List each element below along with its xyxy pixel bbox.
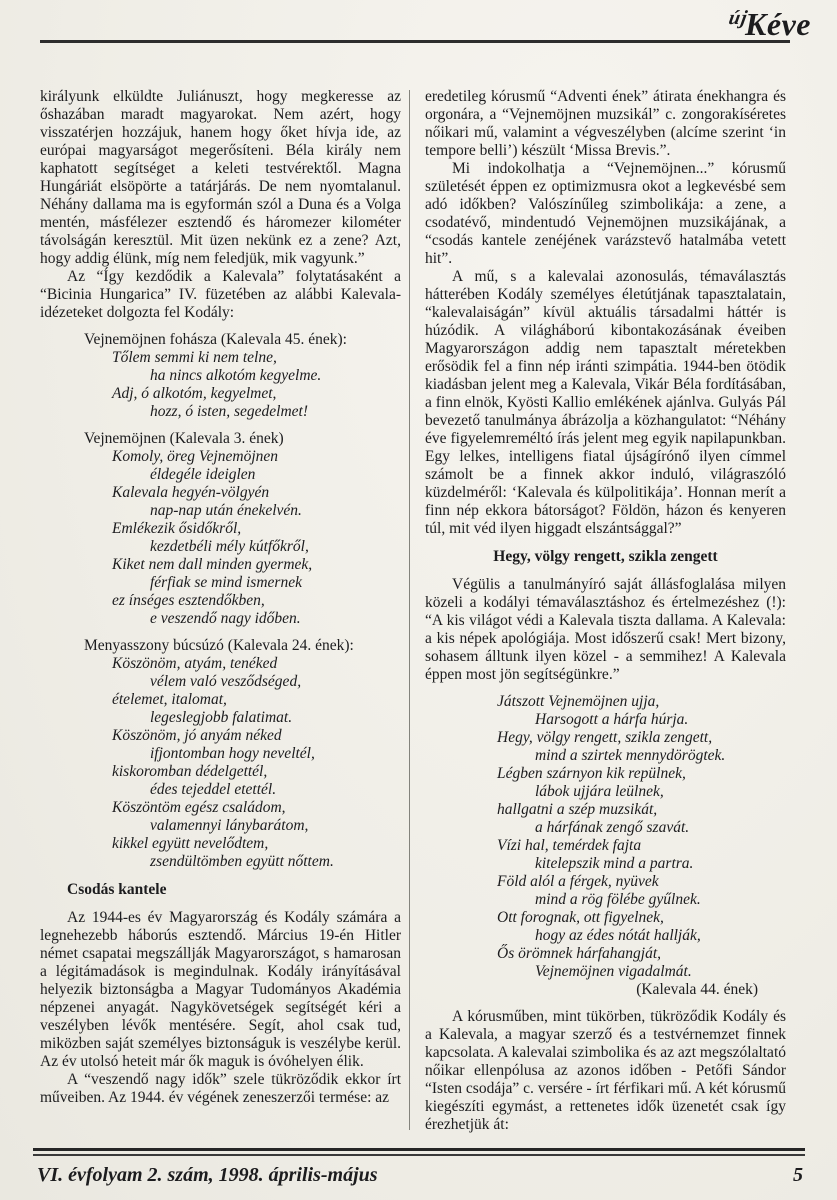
verse-line: Ős örömnek hárfahangját,: [497, 945, 662, 962]
verse-line: ez ínséges esztendőkben,: [112, 592, 265, 609]
paragraph: A mű, s a kalevalai azonosulás, témaválasztás hátterében Kodály személyes életútjának tapasztalatain, “kalevalaiságán” kívül aktuális társadalmi háttér is húzódik. A világháború kibontakozásának éveiben Magyarországon addig nem tapasztalt méretekben erősödik fel a finn nép iránti szimpátia. 1944-ben ötödik kiadásban jelent meg a Kalevala, Vikár Béla fordításában, a finn elnök, Kyösti Kallio emlékének ajánlva. Gulyás Pál bevezető tanulmánya ábrázolja a közhangulatot: “Néhány éve figyelemreméltó írás jelent meg egyik napilapunkban. Egy lelkes, intelligens fiatal újságírónő ilyen címmel számolt be a finnek akkor induló, világraszóló küzdelméről: ‘Kalevala és külpolitikája’. Honnan merít a finn nép ekkora bátorságot? Földön, házon és kenyeren túl, mit véd ilyen higgadt elszántsággal?”: [425, 268, 786, 537]
verse-line: a hárfának zengő szavát.: [535, 819, 690, 836]
verse-line: ifjontomban hogy neveltél,: [150, 745, 315, 762]
verse-line: férfiak se mind ismernek: [150, 574, 302, 591]
verse-title: Vejnemöjnen fohásza (Kalevala 45. ének):: [84, 331, 347, 348]
verse-line: Adj, ó alkotóm, kegyelmet,: [112, 385, 277, 402]
issue-info: VI. évfolyam 2. szám, 1998. április-május: [37, 1164, 378, 1186]
header-rule: [40, 40, 790, 43]
verse-line: hallgatni a szép muzsikát,: [497, 801, 658, 818]
verse-line: Kiket nem dall minden gyermek,: [112, 556, 313, 573]
section-heading: Hegy, völgy rengett, szikla zengett: [493, 548, 718, 565]
paragraph: Az 1944-es év Magyarország és Kodály számára a legnehezebb háborús esztendő. Március 19-én Hitler német csapatai megszállják Magyarországot, s hamarosan a légitámadások is megindulnak. Kodály irányításával helyezik biztonságba a Magyar Tudományos Akadémia népzenei anyagát. Nagykövetségek segítségét kéri a veszélyben lévők mentésére. Segít, ahol csak tud, miközben saját személyes biztonságuk is veszélybe kerül. Az év utolsó heteit már ők maguk is óvóhelyen élik.: [40, 909, 401, 1070]
verse-line: Harsogott a hárfa húrja.: [535, 711, 689, 728]
verse-attribution: (Kalevala 44. ének): [636, 981, 758, 998]
verse-line: hogy az édes nótát hallják,: [535, 927, 701, 944]
verse-line: Föld alól a férgek, nyüvek: [497, 873, 659, 890]
verse-line: e veszendő nagy időben.: [150, 610, 301, 627]
verse-block: [40, 331, 401, 421]
verse-block: [425, 693, 786, 999]
masthead-prefix: új: [727, 7, 751, 29]
footer-rule: [33, 1148, 805, 1156]
verse-line: zsendültömben együtt nőttem.: [150, 853, 334, 870]
verse-line: mind a szirtek mennydörögtek.: [535, 747, 726, 764]
verse-line: Légben szárnyon kik repülnek,: [497, 765, 686, 782]
verse-line: Köszönöm, atyám, tenéked: [112, 655, 278, 672]
verse-line: Emlékezik ősidőkről,: [112, 520, 242, 537]
two-column-text: [40, 88, 797, 1134]
verse-line: ha nincs alkotóm kegyelme.: [150, 367, 322, 384]
verse-line: kiskoromban dédelgettél,: [112, 763, 268, 780]
paragraph: Végülis a tanulmányíró saját állásfoglalása milyen közeli a kodályi témaválasztáshoz és értelmezéshez (!): “A kis világot védi a Kalevala tiszta dallama. A Kalevala: a kis népek apológiája. Most időszerű csak! Mert bizony, sohasem álltunk ilyen közel - a semmihez! A Kalevala éppen most jön segítségünkre.”: [425, 576, 786, 683]
paragraph: A “veszendő nagy idők” szele tükröződik ekkor írt műveiben. Az 1944. év végének zeneszerzői termése: az: [40, 1071, 401, 1106]
left-column: [40, 88, 401, 1134]
verse-line: mind a rög fölébe gyűlnek.: [535, 891, 701, 908]
verse-line: éldegéle ideiglen: [150, 466, 256, 483]
verse-block: [40, 637, 401, 871]
verse-line: hozz, ó isten, segedelmet!: [150, 403, 308, 420]
verse-line: kezdetbéli mély kútfőkről,: [150, 538, 309, 555]
verse-line: valamennyi lánybarátom,: [150, 817, 309, 834]
paragraph: eredetileg kórusmű “Adventi ének” átirata énekhangra és orgonára, a “Vejnemöjnen muzsikál” c. zongorakíséretes nőikari mű, valamint a végveszélyben (alcíme szerint ‘in tempore belli’) készült ‘Missa Brevis.”.: [425, 88, 786, 159]
paragraph: Az “Így kezdődik a Kalevala” folytatásaként a “Bicinia Hungarica” IV. füzetében az alábbi Kalevala-idézeteket dolgozta fel Kodály:: [40, 268, 401, 321]
verse-line: Köszönöm, jó anyám néked: [112, 727, 282, 744]
verse-title: Menyasszony búcsúzó (Kalevala 24. ének):: [84, 637, 354, 654]
verse-line: Játszott Vejnemöjnen ujja,: [497, 693, 660, 710]
verse-line: Komoly, öreg Vejnemöjnen: [112, 448, 279, 465]
section-heading: Csodás kantele: [67, 881, 167, 898]
verse-line: édes tejeddel etettél.: [150, 781, 277, 798]
verse-line: Ott forognak, ott figyelnek,: [497, 909, 664, 926]
verse-block: [40, 430, 401, 628]
paragraph: Mi indokolhatja a “Vejnemöjnen...” kórusmű születését éppen ez optimizmusra okot a legkevésbé sem adó időkben? Valószínűleg szimbolikája: a zene, a csodatévő, mindentudó Vejnemöjnen muzsikájának, a “csodás kantele zenéjének varázstevő hatalmába vetett hit”.: [425, 160, 786, 267]
page-number: 5: [793, 1164, 803, 1186]
verse-title: Vejnemöjnen (Kalevala 3. ének): [84, 430, 284, 447]
masthead-title: Kéve: [745, 6, 811, 42]
footer-row: [37, 1164, 803, 1187]
verse-line: Köszöntöm egész családom,: [112, 799, 286, 816]
verse-line: nap-nap után énekelvén.: [150, 502, 302, 519]
verse-line: vélem való vesződséged,: [150, 673, 302, 690]
verse-line: Vejnemöjnen vigadalmát.: [535, 963, 692, 980]
verse-line: Hegy, völgy rengett, szikla zengett,: [497, 729, 713, 746]
masthead-logo: [729, 6, 811, 43]
verse-line: lábok ujjára leülnek,: [535, 783, 664, 800]
paragraph: A kórusműben, mint tükörben, tükröződik Kodály és a Kalevala, a magyar szerző és a testvérnemzet finnek kapcsolata. A kalevalai szimbolika és az azt megszólaltató nőikar ellenpólusa az azonos időben - Petőfi Sándor “Isten csodája” c. versére - írt férfikari mű. A két kórusmű kiegészíti egymást, a rettenetes idők üzenetét csak így érezhetjük át:: [425, 1008, 786, 1133]
verse-line: kikkel együtt nevelődtem,: [112, 835, 269, 852]
verse-line: Vízi hal, temérdek fajta: [497, 837, 642, 854]
verse-line: kitelepszik mind a partra.: [535, 855, 694, 872]
verse-line: Tőlem semmi ki nem telne,: [112, 349, 277, 366]
verse-line: Kalevala hegyén-völgyén: [112, 484, 270, 501]
column-divider: [409, 90, 410, 1130]
right-column: [425, 88, 786, 1134]
paragraph: királyunk elküldte Juliánuszt, hogy megkeresse az őshazában maradt magyarokat. Nem azért, hogy visszatérjen hozzájuk, hanem hogy őket hívja ide, az európai magyarságot megerősíteni. Béla király nem kaphatott segítséget a keleti testvérektől. Magna Hungáriát elsöpörte a tatárjárás. De nem nyomtalanul. Néhány dallama ma is egyformán szól a Duna és a Volga mentén, másfélezer esztendő és háromezer kilométer távolságán keresztül. Mit üzen nekünk ez a zene? Azt, hogy addig élünk, míg nem feledjük, mik vagyunk.”: [40, 88, 401, 267]
verse-line: legeslegjobb falatimat.: [150, 709, 293, 726]
verse-line: ételemet, italomat,: [112, 691, 227, 708]
